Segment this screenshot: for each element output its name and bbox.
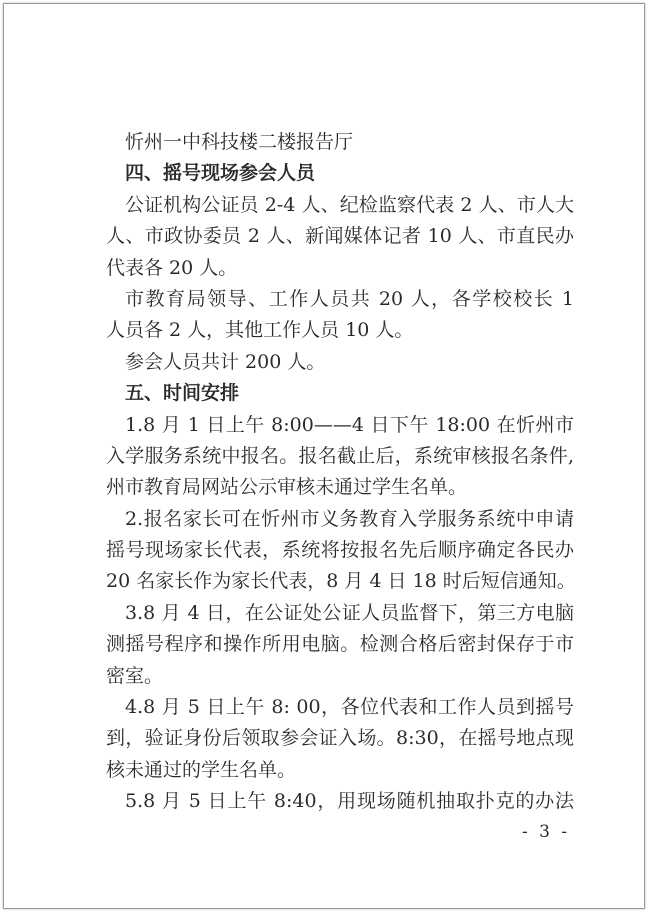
text-line: 2.报名家长可在忻州市义务教育入学服务系统中申请 [125,507,574,530]
document-body [106,127,574,818]
text-line: 密室。 [106,664,164,687]
text-line: 3.8 月 4 日，在公证处公证人员监督下，第三方电脑 [125,601,574,624]
text-line: 测摇号程序和操作所用电脑。检测合格后密封保存于市 [106,633,574,656]
text-line: 参会人员共计 200 人。 [125,350,326,373]
text-line: 人员各 2 人，其他工作人员 10 人。 [106,319,414,342]
text-line: 公证机构公证员 2-4 人、纪检监察代表 2 人、市人大 [125,193,574,216]
text-line: 市教育局领导、工作人员共 20 人，各学校校长 1 [125,287,574,310]
text-line: 4.8 月 5 日上午 8: 00，各位代表和工作人员到摇号 [125,696,574,719]
text-line: 核未通过的学生名单。 [106,758,297,781]
text-line: 代表各 20 人。 [106,256,238,279]
text-line: 到，验证身份后领取参会证入场。8:30，在摇号地点现 [106,727,574,750]
text-line: 州市教育局网站公示审核未通过学生名单。 [106,476,468,499]
text-line: 忻州一中科技楼二楼报告厅 [125,131,354,153]
text-line: 摇号现场家长代表，系统将按报名先后顺序确定各民办 [106,539,574,562]
text-line: 入学服务系统中报名。报名截止后，系统审核报名条件, [106,444,574,467]
section-heading: 四、摇号现场参会人员 [125,162,316,185]
section-heading: 五、时间安排 [125,382,240,405]
text-line: 1.8 月 1 日上午 8:00——4 日下午 18:00 在忻州市 [125,413,574,436]
text-line: 20 名家长作为家长代表，8 月 4 日 18 时后短信通知。 [106,570,576,593]
text-line: 5.8 月 5 日上午 8:40，用现场随机抽取扑克的办法 [125,790,574,813]
text-line: 人、市政协委员 2 人、新闻媒体记者 10 人、市直民办 [106,225,574,248]
page-number: - 3 - [522,822,571,842]
